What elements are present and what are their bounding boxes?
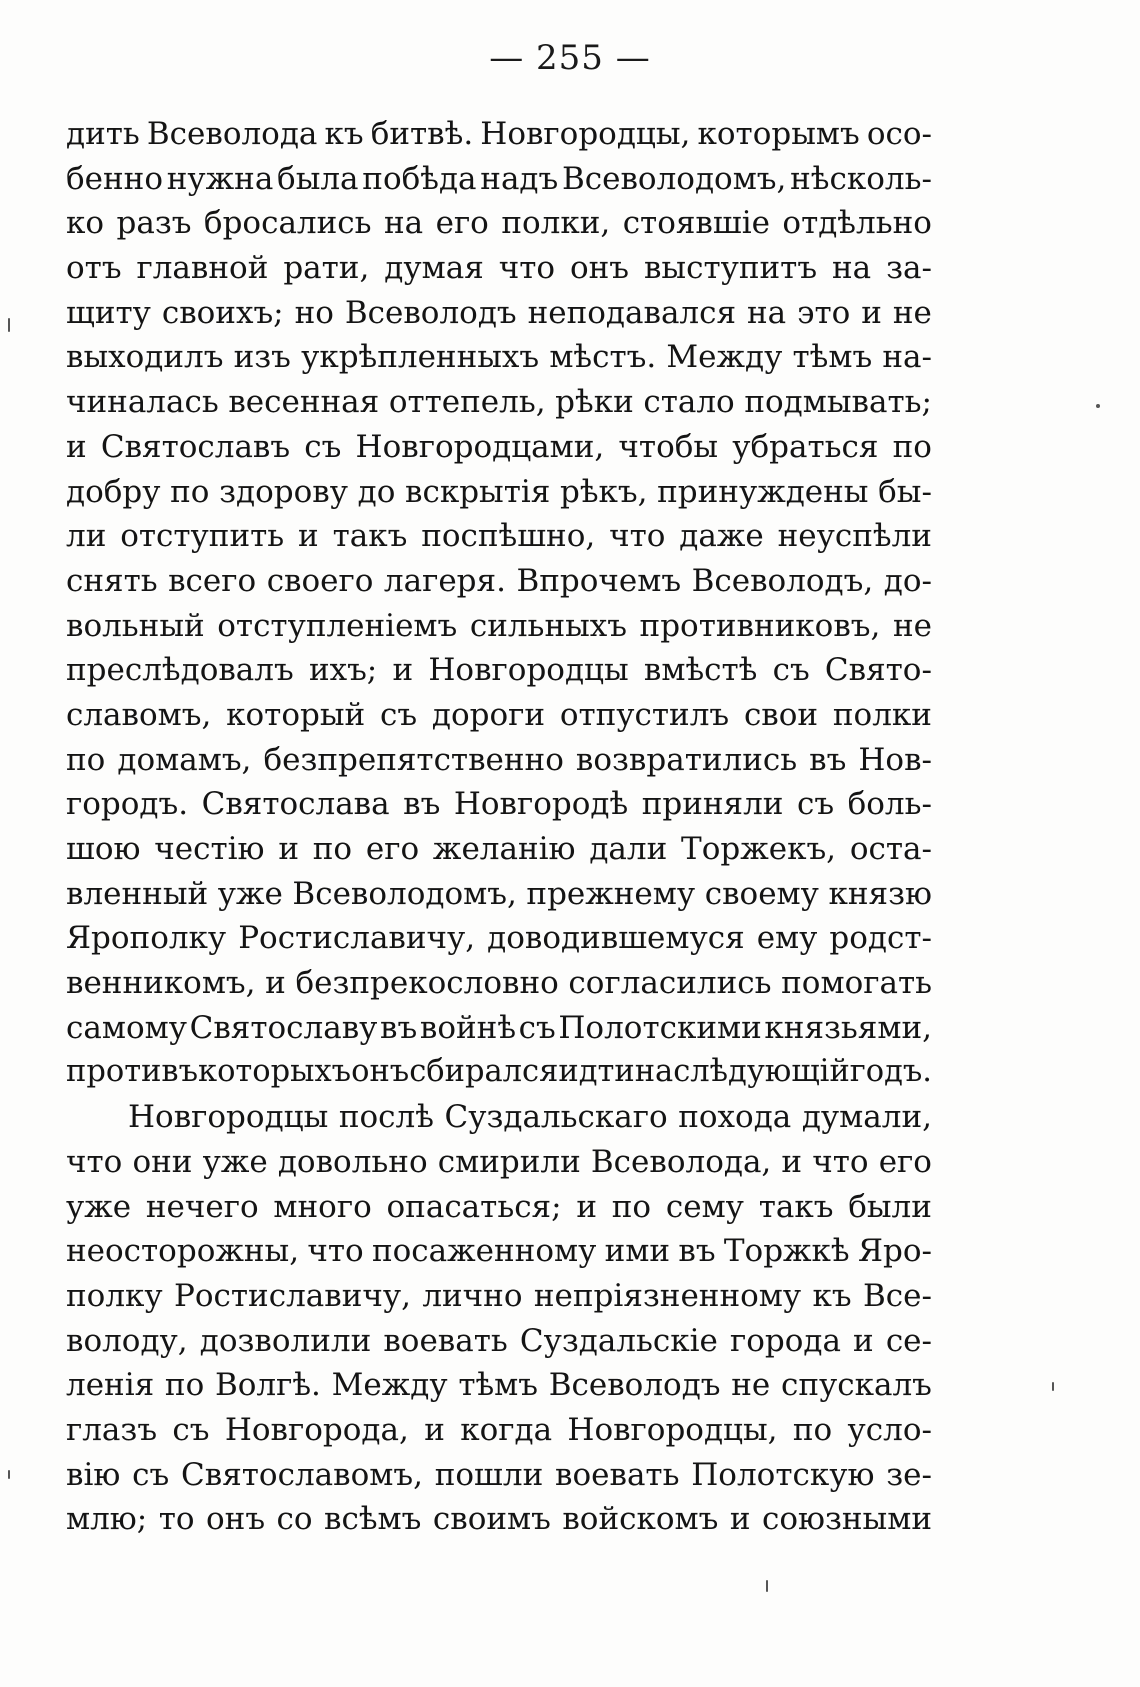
page-number: — 255 — (489, 38, 651, 78)
text-line: снять всего своего лагеря. Впрочемъ Всеволодъ, до- (66, 562, 932, 599)
text-line: добру по здорову до вскрытія рѣкъ, принуждены бы- (66, 473, 932, 510)
text-line: венникомъ, и безпрекословно согласились помогать (66, 965, 932, 1002)
text-line: отъ главной рати, думая что онъ выступитъ на за- (66, 250, 932, 287)
text-line: вію съ Святославомъ, пошли воевать Полотскую зе- (66, 1456, 932, 1493)
text-line: шою честію и по его желанію дали Торжекъ, оста- (66, 831, 932, 867)
text-line: уже нечего много опасаться; и по сему такъ были (66, 1188, 932, 1225)
text-line: глазъ съ Новгорода, и когда Новгородцы, по усло- (66, 1411, 932, 1448)
text-line: и Святославъ съ Новгородцами, чтобы убраться по (66, 428, 932, 465)
paper-speck (1096, 404, 1100, 408)
body-text (66, 112, 932, 1542)
paragraph-2 (66, 1095, 932, 1542)
text-line: выходилъ изъ укрѣпленныхъ мѣстъ. Между тѣмъ на- (66, 339, 932, 376)
text-line: щиту своихъ; но Всеволодъ неподавался на это и не (66, 294, 932, 331)
paper-speck (8, 1470, 10, 1479)
text-line: вольный отступленіемъ сильныхъ противниковъ, не (66, 607, 932, 644)
text-line: противъ которыхъ онъ сбирался идти на слѣдующій годъ. (66, 1054, 933, 1090)
text-line: ко разъ бросались на его полки, стоявшіе отдѣльно (66, 205, 932, 242)
paper-speck (8, 318, 10, 332)
text-line: славомъ, который съ дороги отпустилъ свои полки (66, 696, 932, 733)
text-line: самому Святославу въ войнѣ съ Полотскими князьями, (66, 1009, 932, 1046)
paper-speck (766, 1580, 768, 1592)
text-line: по домамъ, безпрепятственно возвратились въ Нов- (66, 741, 932, 778)
text-line: ли отступить и такъ поспѣшно, что даже неуспѣли (66, 518, 932, 555)
text-line: бенно нужна была побѣда надъ Всеволодомъ, нѣсколь- (66, 160, 932, 197)
text-line: млю; то онъ со всѣмъ своимъ войскомъ и союзными (66, 1501, 932, 1538)
paragraph-1 (66, 112, 932, 1095)
text-line: Ярополку Ростиславичу, доводившемуся ему родст- (66, 920, 932, 957)
text-line: дить Всеволода къ битвѣ. Новгородцы, которымъ осо- (66, 116, 932, 152)
paper-speck (1052, 1382, 1054, 1391)
text-line: вленный уже Всеволодомъ, прежнему своему князю (66, 875, 932, 912)
text-line: ленія по Волгѣ. Между тѣмъ Всеволодъ не спускалъ (66, 1367, 932, 1404)
text-line: чиналась весенная оттепель, рѣки стало подмывать; (66, 384, 932, 421)
text-line: Новгородцы послѣ Суздальскаго похода думали, (128, 1099, 932, 1136)
text-line: городъ. Святослава въ Новгородѣ приняли съ боль- (66, 786, 932, 823)
text-line: полку Ростиславичу, лично непріязненному къ Все- (66, 1277, 932, 1314)
text-line: володу, дозволили воевать Суздальскіе города и се- (66, 1322, 932, 1359)
text-line: что они уже довольно смирили Всеволода, и что его (66, 1143, 932, 1180)
text-line: неосторожны, что посаженному ими въ Торжкѣ Яро- (66, 1233, 932, 1270)
text-line: преслѣдовалъ ихъ; и Новгородцы вмѣстѣ съ Свято- (66, 652, 932, 689)
